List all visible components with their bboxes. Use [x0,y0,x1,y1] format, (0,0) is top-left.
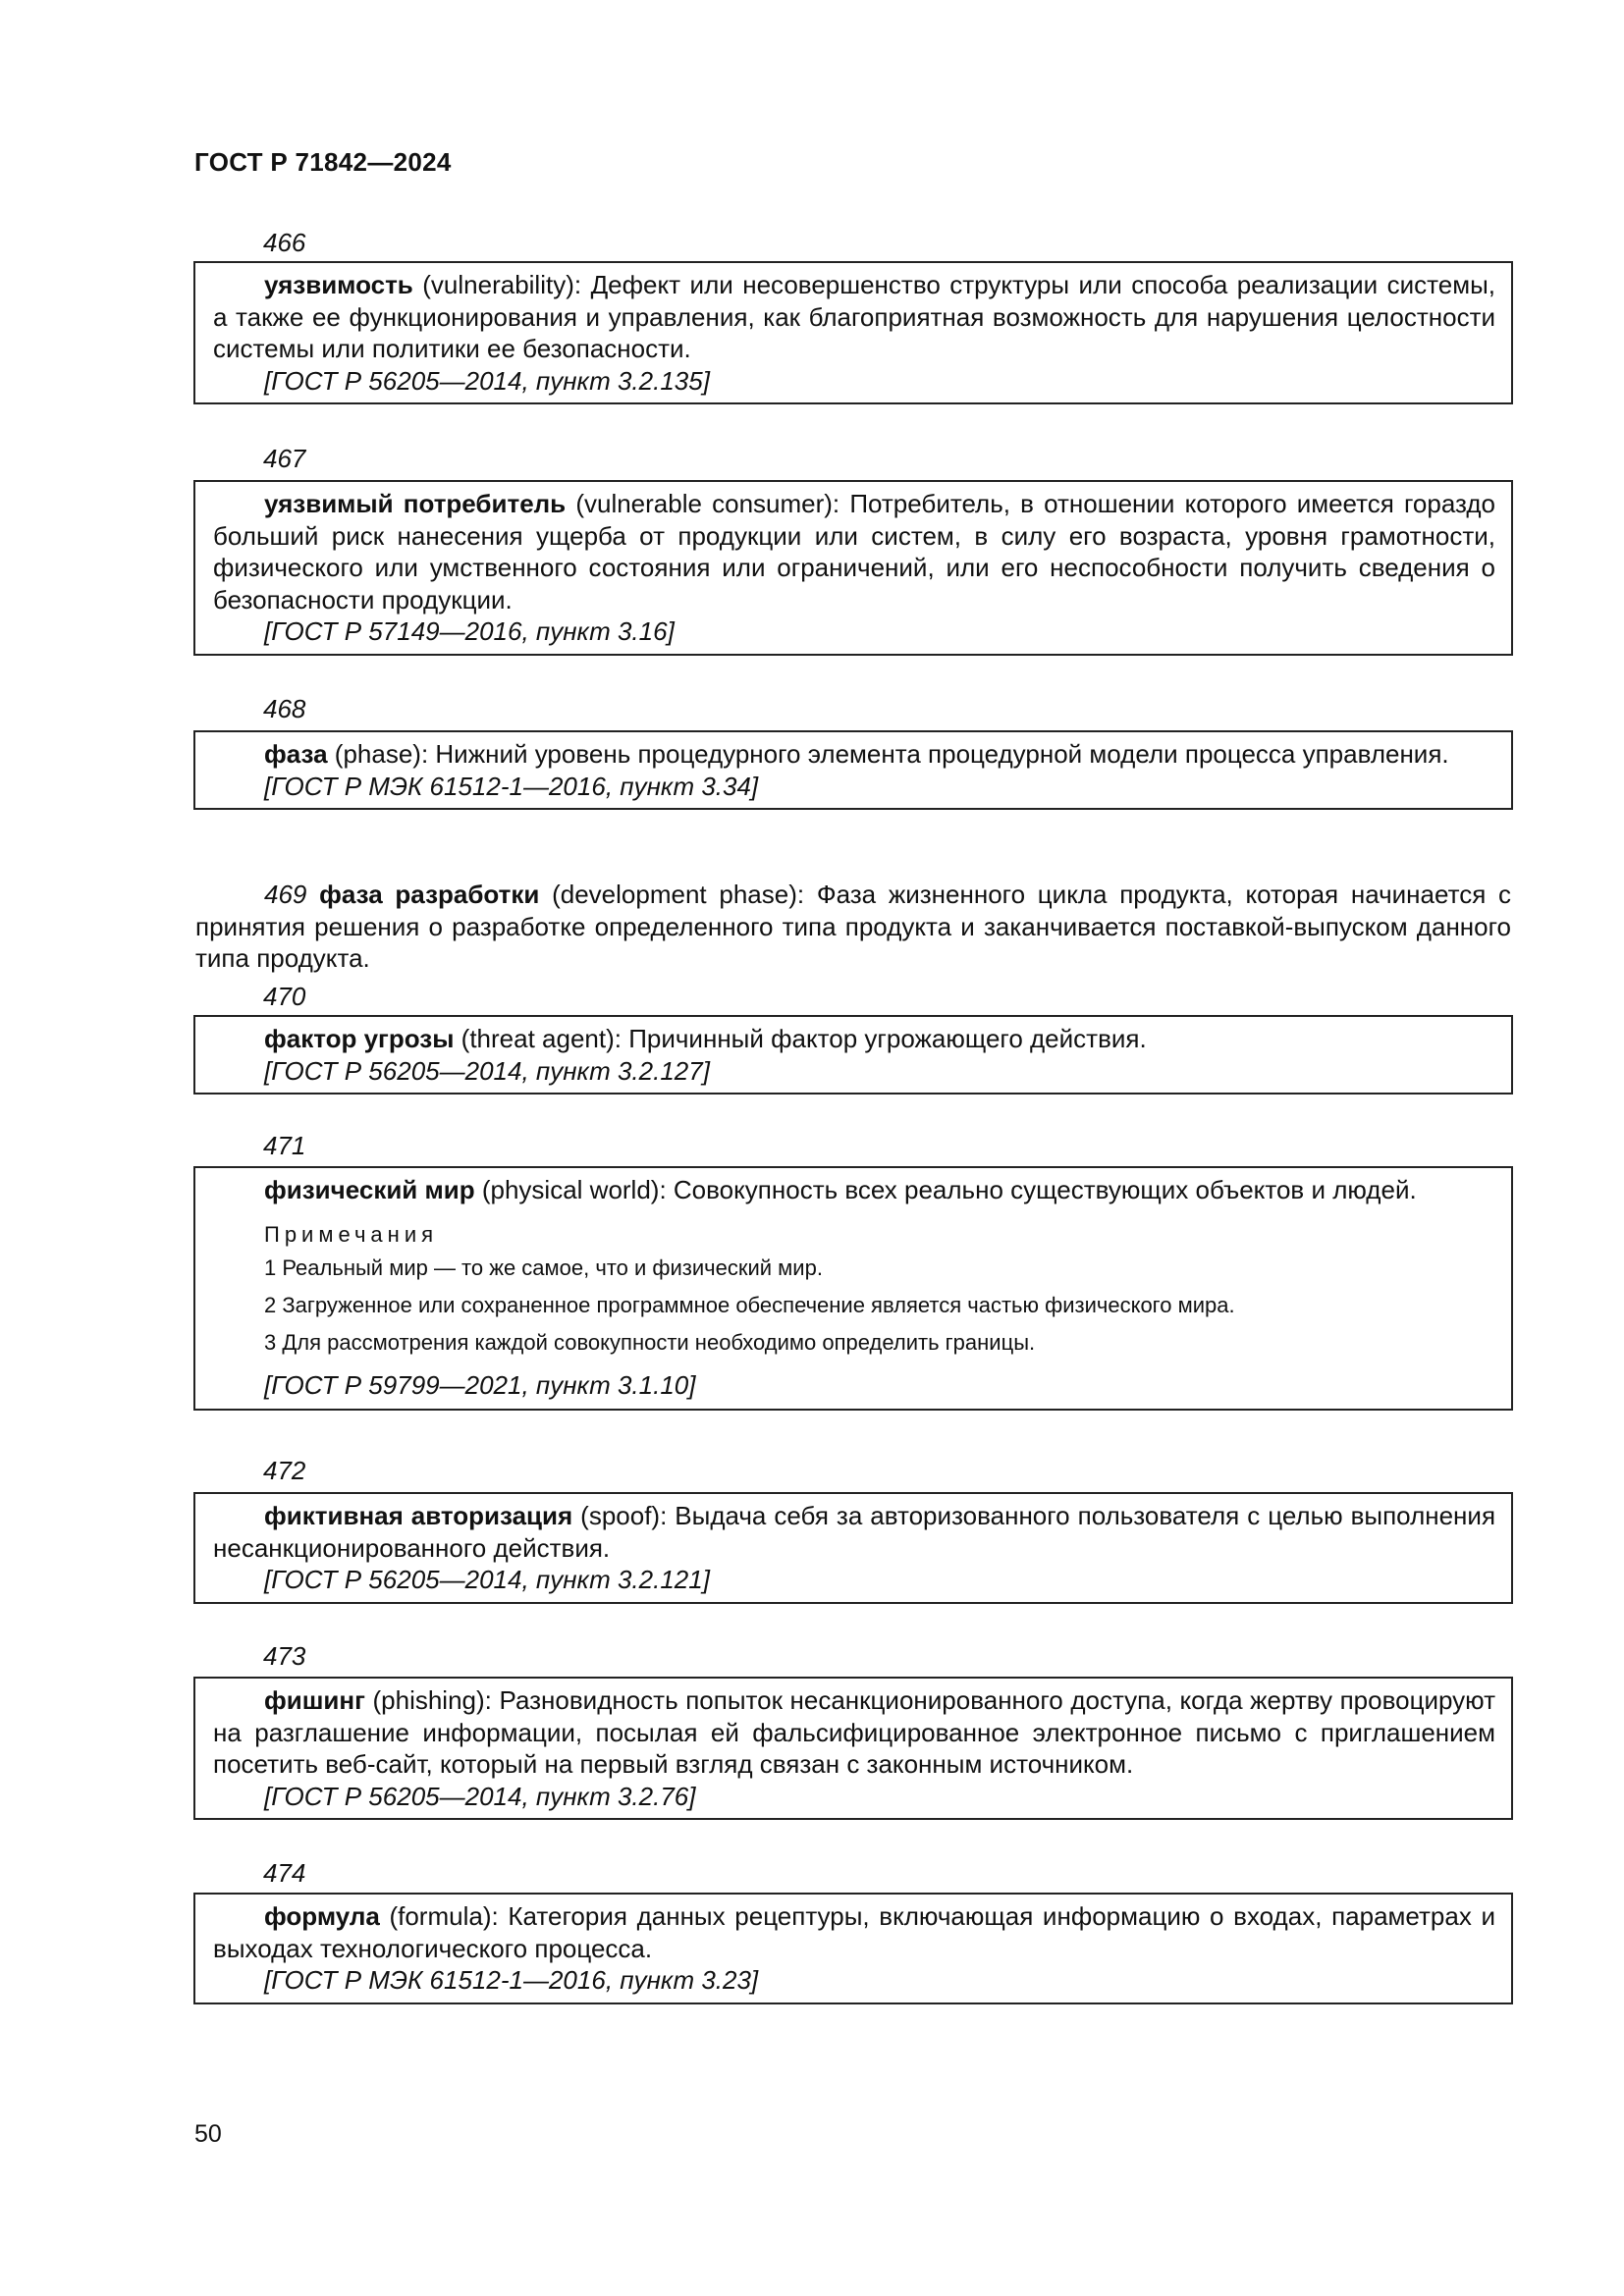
term-definition [213,1023,1495,1055]
term-english: (phishing): [364,1685,500,1715]
term-entry-box [193,1492,1513,1604]
source-reference: [ГОСТ Р 56205—2014, пункт 3.2.135] [264,365,710,396]
source-reference: [ГОСТ Р 59799—2021, пункт 3.1.10] [264,1369,696,1400]
document-header: ГОСТ Р 71842—2024 [194,147,452,177]
entry-number: 468 [263,694,306,723]
source-reference: [ГОСТ Р МЭК 61512-1—2016, пункт 3.34] [264,771,759,801]
term-name: формула [264,1901,380,1931]
term-english: (spoof): [572,1501,676,1530]
term-english: (vulnerability): [412,270,591,299]
term-entry-box [193,1166,1513,1411]
term-name: фиктивная авторизация [264,1501,573,1530]
term-definition [195,879,1511,975]
term-english: (vulnerable consumer): [566,489,850,518]
entry-number: 472 [263,1456,306,1485]
note-item: 1 Реальный мир — то же самое, что и физический мир. [264,1255,823,1280]
entry-number: 467 [263,444,306,473]
source-reference: [ГОСТ Р 57149—2016, пункт 3.16] [264,616,675,646]
term-definition [213,269,1495,365]
definition-text: Выдача себя за авторизованного пользователя с целью выполнения несанкционированного действия. [213,1501,1496,1563]
definition-text: Категория данных рецептуры, включающая информацию о входах, параметрах и выходах технологического процесса. [213,1901,1496,1963]
term-definition [213,1900,1495,1964]
note-item: 3 Для рассмотрения каждой совокупности необходимо определить границы. [264,1329,1036,1355]
entry-number: 466 [263,228,306,257]
term-name: уязвимый потребитель [264,489,567,518]
term-entry-plain [195,879,1511,975]
definition-text: Нижний уровень процедурного элемента процедурной модели процесса управления. [435,739,1449,769]
term-name: уязвимость [264,270,413,299]
source-reference: [ГОСТ Р 56205—2014, пункт 3.2.127] [264,1055,710,1086]
term-definition [213,738,1495,771]
entry-number: 474 [263,1858,306,1888]
definition-text: Совокупность всех реально существующих объектов и людей. [673,1175,1417,1204]
term-definition [213,1500,1495,1564]
term-name: фаза разработки [319,880,540,909]
definition-text: Разновидность попыток несанкционированного доступа, когда жертву провоцируют на разглашение информации, посылая ей фальсифицированное электронное письмо с приглашением посетить веб-сайт, который на первый взгляд связан с законным источником. [213,1685,1495,1779]
term-entry-box [193,261,1513,404]
definition-text: Фаза жизненного цикла продукта, которая начинается с принятия решения о разработке определенного типа продукта и заканчивается поставкой-выпуском данного типа продукта. [195,880,1512,973]
page-number: 50 [194,2120,222,2148]
term-english: (formula): [379,1901,509,1931]
source-reference: [ГОСТ Р 56205—2014, пункт 3.2.76] [264,1781,696,1811]
definition-text: Причинный фактор угрожающего действия. [628,1024,1147,1053]
term-name: фишинг [264,1685,365,1715]
definition-text: Дефект или несовершенство структуры или способа реализации системы, а также ее функционирования и управления, как благоприятная возможность для нарушения целостности системы или политики ее безопасности. [213,270,1496,363]
term-definition [213,1174,1495,1206]
term-english: (physical world): [474,1175,674,1204]
term-definition [213,488,1495,615]
term-english: (phase): [327,739,436,769]
term-entry-box [193,1015,1513,1095]
term-entry-box [193,480,1513,656]
term-english: (development phase): [539,880,817,909]
note-item: 2 Загруженное или сохраненное программное обеспечение является частью физического мира. [264,1292,1235,1317]
term-entry-box [193,1893,1513,2004]
term-name: фактор угрозы [264,1024,455,1053]
entry-number: 471 [263,1131,306,1160]
term-entry-box [193,730,1513,810]
definition-text: Потребитель, в отношении которого имеется гораздо больший риск нанесения ущерба от продукции или систем, в силу его возраста, уровня грамотности, физического или умственного состояния или ограничений, или его неспособности получить сведения о безопасности продукции. [213,489,1495,614]
term-name: физический мир [264,1175,475,1204]
source-reference: [ГОСТ Р МЭК 61512-1—2016, пункт 3.23] [264,1965,759,1995]
term-english: (threat agent): [454,1024,629,1053]
term-entry-box [193,1677,1513,1820]
term-name: фаза [264,739,328,769]
entry-number: 470 [263,982,306,1011]
entry-number: 469 [264,880,307,909]
notes-heading: Примечания [264,1221,439,1247]
entry-number: 473 [263,1641,306,1671]
term-definition [213,1684,1495,1781]
source-reference: [ГОСТ Р 56205—2014, пункт 3.2.121] [264,1565,710,1594]
